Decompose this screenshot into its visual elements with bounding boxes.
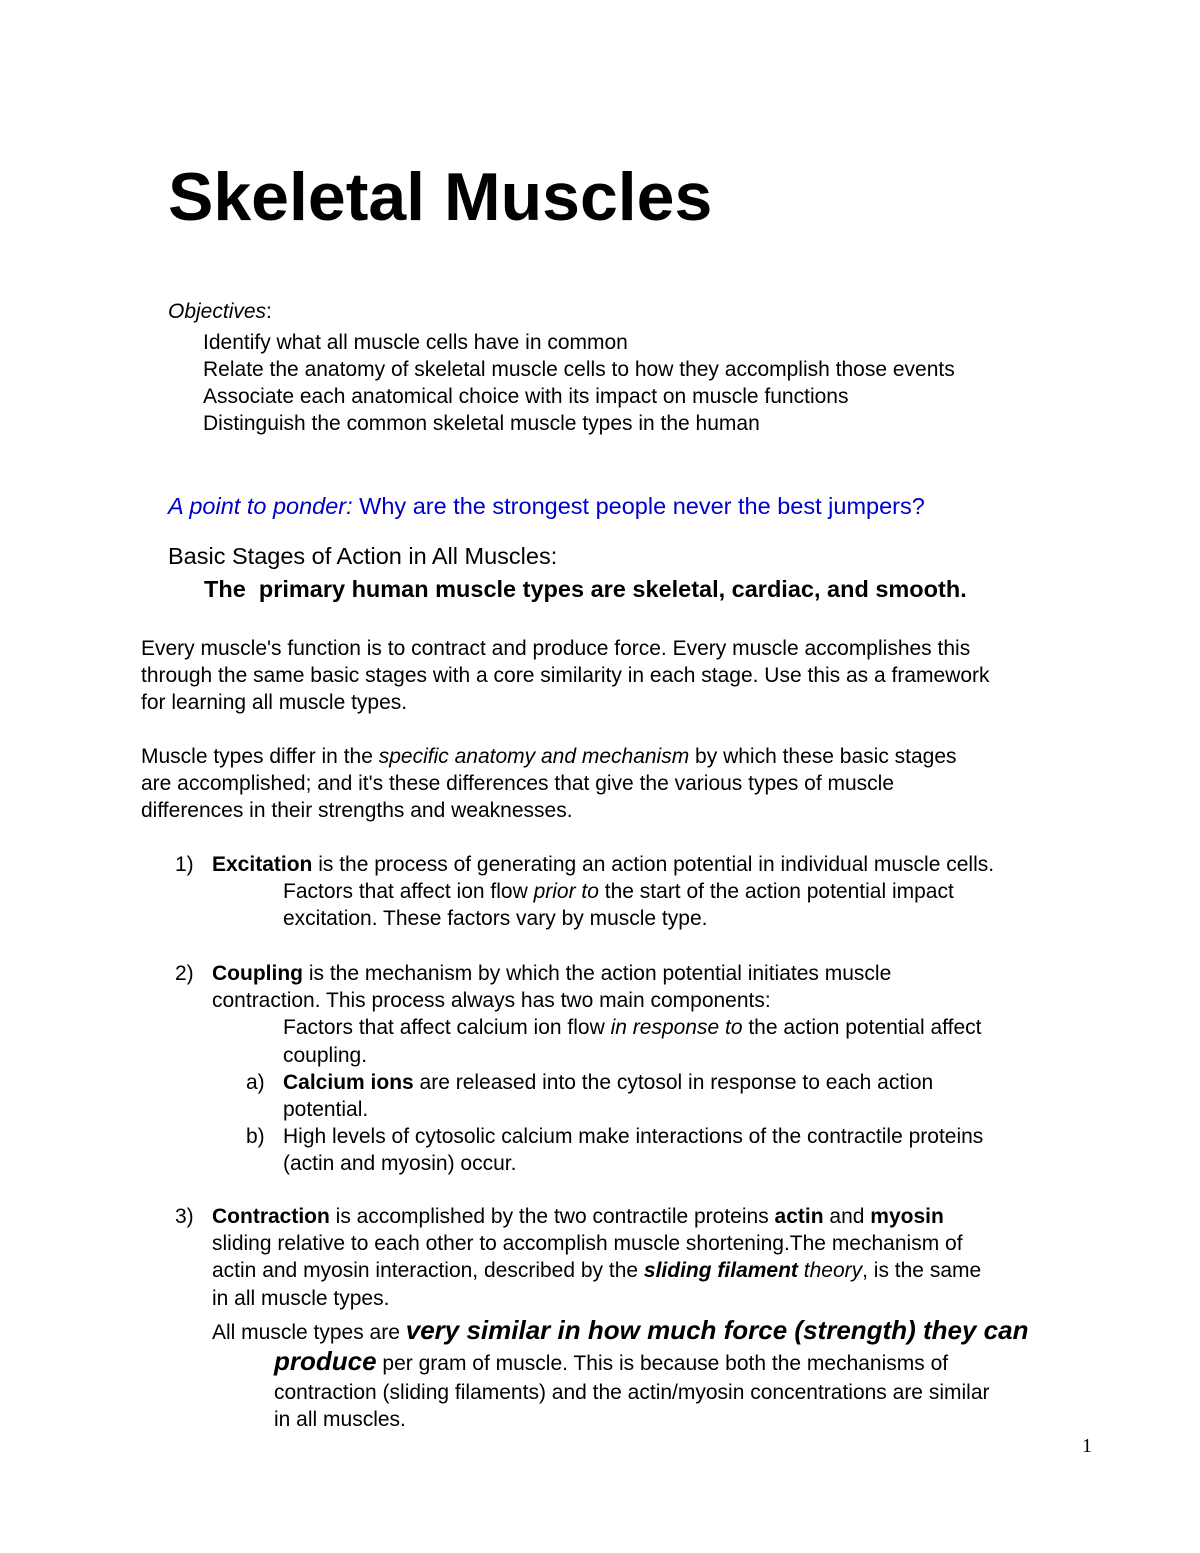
- item-line: [212, 960, 981, 987]
- stage-contraction: [212, 1203, 981, 1312]
- text-run: is accomplished by the two contractile proteins: [329, 1205, 775, 1228]
- objective-item: Distinguish the common skeletal muscle types in the human: [203, 412, 760, 435]
- text-run: and: [823, 1205, 871, 1228]
- paragraph-function: [141, 635, 990, 716]
- emphasis-text: prior to: [533, 880, 599, 904]
- item-line: High levels of cytosolic calcium make interactions of the contractile proteins: [283, 1125, 984, 1148]
- text-run: Muscle types differ in the: [141, 745, 379, 768]
- item-line: in all muscle types.: [212, 1286, 390, 1310]
- paragraph-differences: [141, 743, 957, 824]
- objective-item: Relate the anatomy of skeletal muscle cells to how they accomplish those events: [203, 358, 955, 381]
- objectives-colon: :: [266, 300, 272, 323]
- emphasis-force: very similar in how much force (strength) they can: [405, 1315, 1029, 1345]
- coupling-component-calcium: [283, 1069, 933, 1123]
- sub-list-letter: b): [246, 1125, 265, 1148]
- item-line: excitation. These factors vary by muscle type.: [283, 907, 708, 931]
- item-line: coupling.: [283, 1043, 368, 1067]
- paragraph-line: through the same basic stages with a core similarity in each stage. Use this as a framework: [141, 664, 990, 687]
- list-number: 3): [175, 1205, 194, 1228]
- paragraph-line: for learning all muscle types.: [141, 691, 408, 714]
- objectives-label: [168, 298, 272, 326]
- text-run: Factors that affect calcium ion flow: [283, 1016, 611, 1040]
- item-line: [212, 1314, 1028, 1349]
- term-coupling: Coupling: [212, 962, 303, 985]
- objective-item: Identify what all muscle cells have in common: [203, 331, 628, 354]
- item-line: (actin and myosin) occur.: [283, 1152, 517, 1176]
- term-sliding-filament: sliding filament: [643, 1259, 798, 1283]
- stage-excitation: [212, 851, 994, 933]
- list-number: 2): [175, 962, 194, 985]
- objectives-list: [203, 329, 955, 437]
- force-statement-continued: [274, 1346, 990, 1433]
- paragraph-line: are accomplished; and it's these differences that give the various types of muscle: [141, 772, 895, 795]
- text-run: Factors that affect ion flow: [283, 880, 534, 904]
- text-run: the action potential affect: [742, 1016, 982, 1040]
- coupling-component-interaction: [283, 1123, 983, 1177]
- text-run: the start of the action potential impact: [598, 880, 954, 904]
- stage-coupling: [212, 960, 981, 1069]
- paragraph-line: [141, 743, 957, 770]
- term-excitation: Excitation: [212, 853, 313, 876]
- item-line: [212, 1203, 981, 1230]
- text-run: , is the same: [862, 1259, 982, 1283]
- muscle-types-line: The primary human muscle types are skeletal, cardiac, and smooth.: [204, 576, 967, 602]
- emphasis-text: in response to: [610, 1016, 743, 1040]
- text-run: per gram of muscle. This is because both the mechanisms of: [376, 1352, 949, 1375]
- text-run: is the process of generating an action potential in individual muscle cells.: [312, 853, 995, 876]
- term-contraction: Contraction: [212, 1205, 330, 1228]
- item-line: [212, 1014, 981, 1041]
- item-line: in all muscles.: [274, 1408, 406, 1432]
- ponder-question: Why are the strongest people never the best jumpers?: [352, 493, 925, 519]
- term-calcium-ions: Calcium ions: [283, 1071, 414, 1094]
- item-line: [212, 851, 994, 878]
- item-line: [283, 1069, 933, 1096]
- item-line: [274, 1346, 990, 1379]
- page-number: 1: [1082, 1435, 1092, 1457]
- emphasis-produce: produce: [274, 1346, 377, 1376]
- term-myosin: myosin: [870, 1205, 944, 1228]
- item-line: sliding relative to each other to accomplish muscle shortening.The mechanism of: [212, 1232, 963, 1256]
- point-to-ponder: [168, 490, 925, 522]
- objective-item: Associate each anatomical choice with its impact on muscle functions: [203, 385, 849, 408]
- item-line: potential.: [283, 1098, 369, 1122]
- force-statement: [212, 1314, 1028, 1349]
- text-run: is the mechanism by which the action potential initiates muscle: [302, 962, 892, 985]
- emphasis-text: specific anatomy and mechanism: [378, 745, 690, 768]
- emphasis-text: theory: [797, 1259, 863, 1283]
- text-run: are released into the cytosol in response to each action: [413, 1071, 934, 1094]
- item-line: contraction (sliding filaments) and the actin/myosin concentrations are similar: [274, 1381, 990, 1404]
- page-title: Skeletal Muscles: [168, 159, 713, 235]
- text-run: actin and myosin interaction, described by the: [212, 1259, 644, 1283]
- item-line: contraction. This process always has two main components:: [212, 989, 771, 1013]
- term-actin: actin: [774, 1205, 824, 1228]
- objectives-label-text: Objectives: [168, 300, 267, 323]
- item-line: [212, 1257, 981, 1284]
- text-run: by which these basic stages: [689, 745, 957, 768]
- item-line: [212, 878, 994, 905]
- ponder-lead: A point to ponder:: [168, 493, 353, 519]
- list-number: 1): [175, 853, 194, 876]
- paragraph-line: differences in their strengths and weaknesses.: [141, 799, 573, 822]
- sub-list-letter: a): [246, 1071, 265, 1094]
- basic-stages-heading: Basic Stages of Action in All Muscles:: [168, 543, 558, 569]
- text-run: All muscle types are: [212, 1321, 406, 1344]
- paragraph-line: Every muscle's function is to contract and produce force. Every muscle accomplishes this: [141, 637, 971, 660]
